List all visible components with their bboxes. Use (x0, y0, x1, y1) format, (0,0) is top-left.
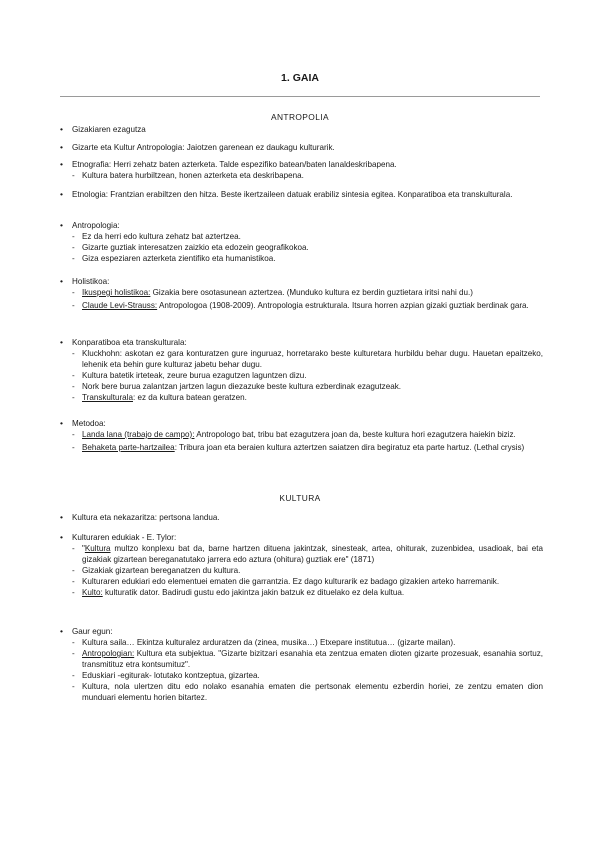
list-item: - Kultura, nola ulertzen ditu edo nolako esanahia ematen die pertsonak elementu ezberdin horiei, ze zentzu ematen dion munduari elementu horien bitartez. (72, 682, 543, 702)
list-item: - Gizarte guztiak interesatzen zaizkio eta edozein geografikokoa. (72, 243, 309, 252)
list-item: - Gizakiak gizartean bereganatzen du kultura. (72, 566, 241, 575)
list-item: - Antropologian: Kultura eta subjektua. "Gizarte bizitzari esanahia eta zentzua ematen dioten gizarte prozesuak, esanahia sortuz, transmitituz etra kontsumituz". (72, 649, 543, 669)
list-item: - Kluckhohn: askotan ez gara konturatzen gure inguruaz, horretarako beste kulturetara hurbildu behar dugu. Hauetan epaitzeko, lehenik eta behin gure kulturaz jabetu behar dugu. (72, 349, 543, 369)
list-item: - Giza espeziaren azterketa zientifiko eta humanistikoa. (72, 254, 276, 263)
bullet-etnografia: • Etnografia: Herri zehatz baten azterketa. Talde espezifiko batean/baten lanaldeskribapena. - Kultura batera hurbiltzean, honen azterketa eta deskribapena. (60, 159, 543, 181)
list-item: - Kulturaren edukiari edo elementuei ematen die garrantzia. Ez dago kulturarik ez badago gizakien arteko harremanik. (72, 577, 500, 586)
list-item: - Kultura batetik irteteak, zeure burua ezagutzen laguntzen dizu. (72, 371, 307, 380)
bullet-antropologia: • Antropologia: - Ez da herri edo kultura zehatz bat aztertzea. - Gizarte guztiak interesatzen zaizkio eta edozein geografikokoa. - Giza espeziaren azterketa zientifiko eta humanistikoa. (60, 220, 543, 264)
list-item: - Claude Levi-Strauss: Antropologoa (1908-2009). Antropologia estrukturala. Itsura horren azpian gizaki guztiak berdinak gara. (72, 301, 529, 310)
list-item: - Nork bere burua zalantzan jartzen lagun diezazuke beste kultura ezberdinak ezagutzeak. (72, 382, 401, 391)
bullet-icon: • (60, 220, 63, 230)
bullet-icon: • (60, 142, 63, 152)
section-heading-kultura: KULTURA (279, 493, 321, 503)
bullet-gaur-egun: • Gaur egun: - Kultura saila… Ekintza kulturalez arduratzen da (zinea, musika…) Etxepare institutua… (gizarte mailan). - Antropologian: Kultura eta subjektua. "Gizarte bizitzari esanahia eta zentzua ematen dioten gizarte prozesuak, esanahia sortuz, transmitituz etra kontsumituz". - Eduskiari -egiturak- lotutako kontzeptua, gizartea. - Kultura, nola ulertzen ditu edo nolako esanahia ematen die pertsonak elementu ezberdin horiei, ze zentzu ematen dion munduari elementu horien bitartez. (60, 626, 543, 702)
list-item: - Ikuspegi holistikoa: Gizakia bere osotasunean aztertzea. (Munduko kultura ez berdin guztietara iritsi nahi du.) (72, 288, 473, 297)
bullet-icon: • (60, 512, 63, 522)
list-item: - Transkulturala: ez da kultura batean geratzen. (72, 393, 247, 402)
bullet-holistikoa: • Holistikoa: - Ikuspegi holistikoa: Gizakia bere osotasunean aztertzea. (Munduko kultura ez berdin guztietara iritsi nahi du.) - Claude Levi-Strauss: Antropologoa (1908-2009). Antropologia estrukturala. Itsura horren azpian gizaki guztiak berdinak gara. (60, 276, 543, 311)
bullet-icon: • (60, 159, 63, 169)
list-item: - Kultura saila… Ekintza kulturalez arduratzen da (zinea, musika…) Etxepare institutua… (gizarte mailan). (72, 638, 456, 647)
bullet-icon: • (60, 626, 63, 636)
bullet-icon: • (60, 532, 63, 542)
list-item: - Ez da herri edo kultura zehatz bat aztertzea. (72, 232, 241, 241)
list-item: - Eduskiari -egiturak- lotutako kontzeptua, gizartea. (72, 671, 260, 680)
bullet-kultura-nekazaritza: • Kultura eta nekazaritza: pertsona landua. (60, 512, 220, 522)
list-item: - "Kultura multzo konplexu bat da, barne hartzen dituena jakintzak, sinesteak, artea, ohiturak, zuzenbidea, usadioak, bai eta gizakiak gizartean bereganatutako jarrera edo aztura (ohitura) guztiak ere" (1871) (72, 544, 543, 564)
bullet-icon: • (60, 276, 63, 286)
bullet-icon: • (60, 418, 63, 428)
bullet-metodoa: • Metodoa: - Landa lana (trabajo de campo): Antropologo bat, tribu bat ezagutzera joan da, beste kultura hori ezagutzera haiekin biziz. - Behaketa parte-hartzailea: Tribura joan eta beraien kultura aztertzen saiatzen dira begiratuz eta parte hartuz. (Lethal crysis) (60, 418, 543, 453)
title-divider (60, 96, 540, 97)
list-item: - Kultura batera hurbiltzean, honen azterketa eta deskribapena. (72, 171, 304, 180)
bullet-konparatiboa: • Konparatiboa eta transkulturala: - Kluckhohn: askotan ez gara konturatzen gure inguruaz, horretarako beste kulturetara hurbildu behar dugu. Hauetan epaitzeko, lehenik eta behin gure kulturaz jabetu behar dugu. - Kultura batetik irteteak, zeure burua ezagutzen laguntzen dizu. - Nork bere burua zalantzan jartzen lagun diezazuke beste kultura ezberdinak ezagutzeak. - Transkulturala: ez da kultura batean geratzen. (60, 337, 543, 402)
bullet-kulturaren-edukiak: • Kulturaren edukiak - E. Tylor: - "Kultura multzo konplexu bat da, barne hartzen dituena jakintzak, sinesteak, artea, ohiturak, zuzenbidea, usadioak, bai eta gizakiak gizartean bereganatutako jarrera edo aztura (ohitura) guztiak ere" (1871) - Gizakiak gizartean bereganatzen du kultura. - Kulturaren edukiari edo elementuei ematen die garrantzia. Ez dago kulturarik ez badago gizakien arteko harremanik. - Kulto: kulturatik dator. Badirudi gustu edo jakintza jakin batzuk ez dituelako ez dela kultua. (60, 532, 543, 597)
list-item: - Behaketa parte-hartzailea: Tribura joan eta beraien kultura aztertzen saiatzen dira begiratuz eta parte hartuz. (Lethal crysis) (72, 443, 525, 452)
page-title: 1. GAIA (281, 72, 319, 84)
bullet-etnologia: • Etnologia: Frantzian erabiltzen den hitza. Beste ikertzaileen datuak erabiliz sintesia egitea. Konparatiboa eta transkulturala. (60, 189, 513, 199)
bullet-gizakiaren: • Gizakiaren ezagutza (60, 124, 146, 134)
bullet-icon: • (60, 189, 63, 199)
list-item: - Landa lana (trabajo de campo): Antropologo bat, tribu bat ezagutzera joan da, beste kultura hori ezagutzera haiekin biziz. (72, 430, 516, 439)
bullet-gizarte-kultur: • Gizarte eta Kultur Antropologia: Jaiotzen garenean ez daukagu kulturarik. (60, 142, 335, 152)
list-item: - Kulto: kulturatik dator. Badirudi gustu edo jakintza jakin batzuk ez dituelako ez dela kultua. (72, 588, 405, 597)
section-heading-antropolia: ANTROPOLIA (271, 112, 329, 122)
bullet-icon: • (60, 124, 63, 134)
bullet-icon: • (60, 337, 63, 347)
